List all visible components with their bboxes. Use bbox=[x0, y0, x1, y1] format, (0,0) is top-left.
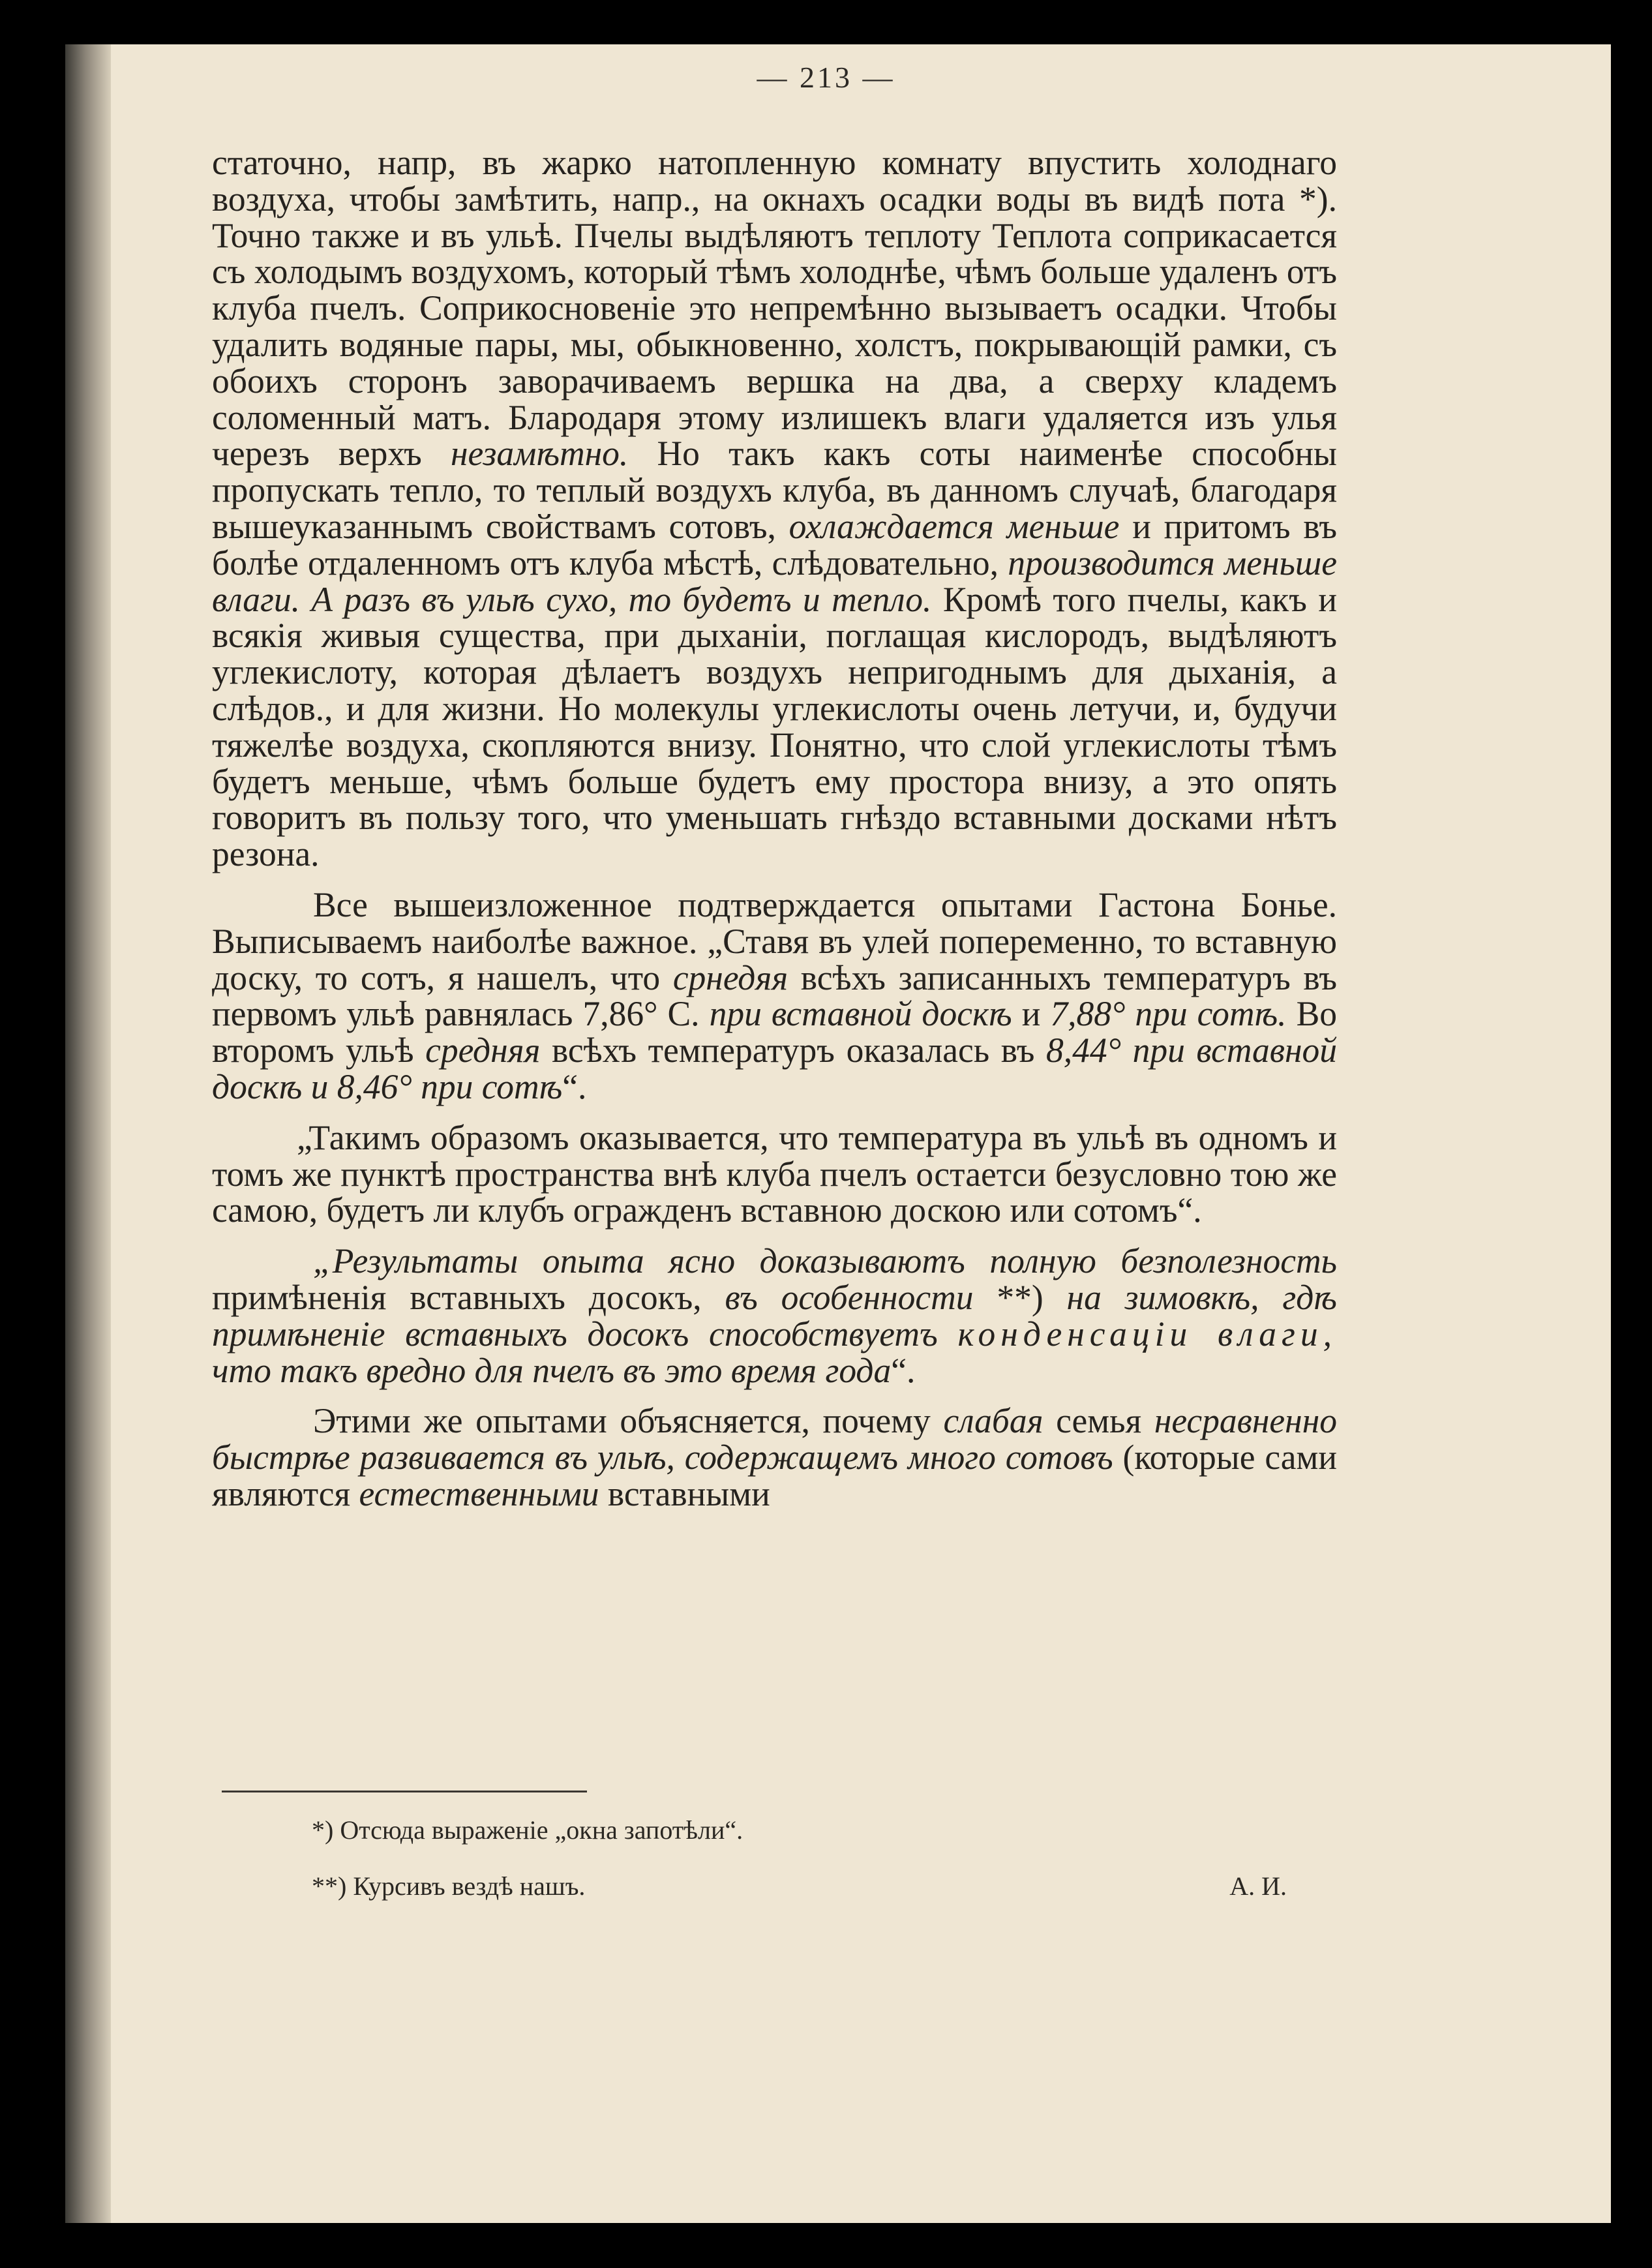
page-binding-shadow bbox=[65, 44, 111, 2223]
spaced-italic-text: конденсаціи влаги, bbox=[957, 1314, 1337, 1353]
page-number: — 213 — bbox=[757, 61, 895, 94]
italic-text: при вставной доскѣ bbox=[709, 994, 1012, 1034]
paragraph-2: Все вышеизложенное подтверждается опытами Гастона Бонье. Выписываемъ наиболѣе важное. „Ставя въ улей попеременно, то вставную доску, то сотъ, я нашелъ, что срнедяя всѣхъ записанныхъ температуръ въ первомъ ульѣ равнялась 7,86° С. при вставной доскѣ и 7,88° при сотѣ. Во второмъ ульѣ средняя всѣхъ температуръ оказалась въ 8,44° при вставной доскѣ и 8,46° при сотѣ“. bbox=[212, 885, 1338, 1106]
italic-text: на зимовкѣ, гдѣ примѣненіе вставныхъ досокъ способствуетъ bbox=[212, 1277, 1337, 1353]
italic-text: несравненно быстрѣе развивается въ ульѣ, содержащемъ много сотовъ bbox=[212, 1401, 1337, 1477]
italic-text: естественными bbox=[359, 1474, 599, 1513]
italic-text: средняя bbox=[425, 1031, 541, 1070]
italic-text: 8,44° при вставной доскѣ и 8,46° при сотѣ bbox=[212, 1031, 1337, 1106]
italic-text: что такъ вредно для пчелъ въ это время года bbox=[212, 1350, 892, 1390]
footnote-2 bbox=[312, 1871, 1287, 1901]
paragraph-1: статочно, напр, въ жарко натопленную комнату впустить холоднаго воздуха, чтобы замѣтить, напр., на окнахъ осадки воды въ видѣ пота *). Точно также и въ ульѣ. Пчелы выдѣляютъ теплоту Теплота соприкасается съ холодымъ воздухомъ, который тѣмъ холоднѣе, чѣмъ больше удаленъ отъ клуба пчелъ. Соприкосновеніе это непремѣнно вызываетъ осадки. Чтобы удалить водяные пары, мы, обыкновенно, холстъ, покрывающій рамки, съ обоихъ сторонъ заворачиваемъ вершка на два, а сверху кладемъ соломенный матъ. Блародаря этому излишекъ влаги удаляется изъ улья черезъ верхъ незамѣтно. Но такъ какъ соты наименѣе способны пропускать тепло, то теплый воздухъ клуба, въ данномъ случаѣ, благодаря вышеуказаннымъ свойствамъ сотовъ, охлаждается меньше и притомъ въ болѣе отдаленномъ отъ клуба мѣстѣ, слѣдовательно, производится меньше влаги. А разъ въ ульѣ сухо, то будетъ и тепло. Кромѣ того пчелы, какъ и всякія живыя существа, при дыханіи, поглащая кислородъ, выдѣляютъ углекислоту, которая дѣлаетъ воздухъ непригоднымъ для дыханія, а слѣдов., и для жизни. Но молекулы углекислоты очень летучи, и, будучи тяжелѣе воздуха, скопляются внизу. Понятно, что слой углекислоты тѣмъ будетъ меньше, чѣмъ больше будетъ ему простора внизу, а это опять говоритъ въ пользу того, что уменьшать гнѣздо вставными досками нѣтъ резона. bbox=[212, 143, 1338, 874]
footnote-signature: А. И. bbox=[1229, 1871, 1287, 1901]
italic-text: незамѣтно. bbox=[450, 434, 629, 474]
italic-text: производится меньше влаги. А разъ въ ульѣ сухо, то будетъ и тепло. bbox=[212, 543, 1337, 619]
italic-text: охлаждается меньше bbox=[788, 506, 1120, 546]
paragraph-3: „Такимъ образомъ оказывается, что температура въ ульѣ въ одномъ и томъ же пунктѣ пространства внѣ клуба пчелъ остаетси безусловно тою же самою, будетъ ли клубъ огражденъ вставною доскою или сотомъ“. bbox=[212, 1117, 1337, 1230]
paragraph-4: „Результаты опыта ясно доказываютъ полную безполезность примѣненія вставныхъ досокъ, въ особенности **) на зимовкѣ, гдѣ примѣненіе вставныхъ досокъ способствуетъ конденсаціи влаги, что такъ вредно для пчелъ въ это время года“. bbox=[212, 1241, 1337, 1390]
footnote-1: *) Отсюда выраженіе „окна запотѣли“. bbox=[312, 1815, 743, 1845]
italic-text: 7,88° при сотѣ. bbox=[1050, 994, 1287, 1034]
footnote-2-text: **) Курсивъ вездѣ нашъ. bbox=[312, 1871, 586, 1901]
body-text bbox=[212, 145, 1337, 1513]
italic-text: слабая bbox=[943, 1401, 1044, 1441]
italic-text: „Результаты опыта ясно доказываютъ полную безполезность bbox=[313, 1241, 1337, 1281]
paragraph-5: Этими же опытами объясняется, почему слабая семья несравненно быстрѣе развивается въ ульѣ, содержащемъ много сотовъ (которые сами являются естественными вставными bbox=[212, 1401, 1337, 1513]
italic-text: въ особенности bbox=[725, 1277, 974, 1317]
italic-text: срнедяя bbox=[672, 958, 788, 997]
footnote-divider bbox=[222, 1791, 587, 1792]
